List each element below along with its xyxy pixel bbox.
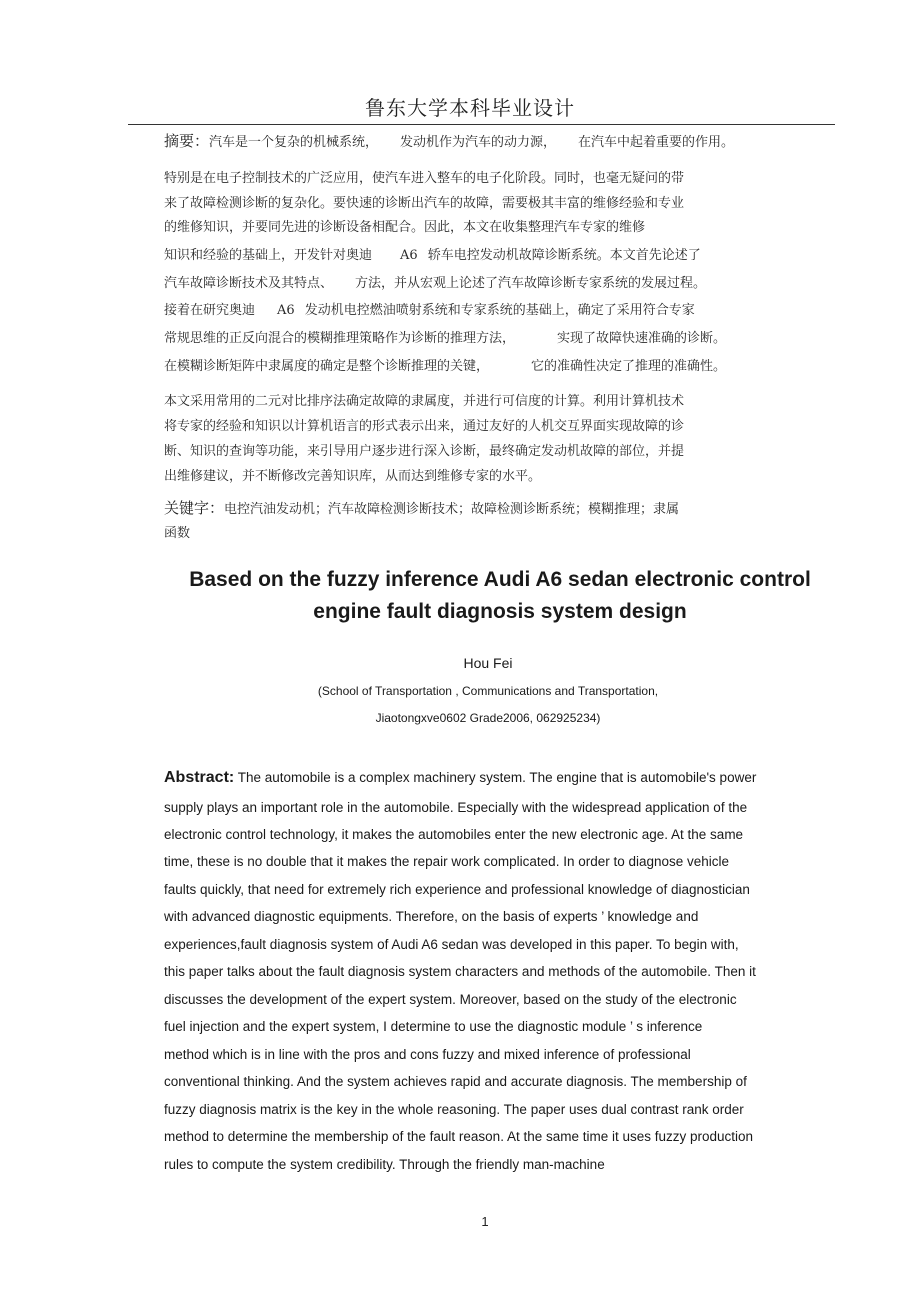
abstract-cn-line-12: 断、知识的查询等功能，来引导用户逐步进行深入诊断，最终确定发动机故障的部位，并提 bbox=[164, 444, 685, 459]
page-number: 1 bbox=[481, 1214, 489, 1229]
abstract-cn-line-3: 来了故障检测诊断的复杂化。要快速的诊断出汽车的故障，需要极其丰富的维修经验和专业 bbox=[164, 196, 685, 211]
abstract-cn-line-13: 出维修建议，并不断修改完善知识库，从而达到维修专家的水平。 bbox=[164, 469, 542, 484]
abstract-cn-label: 摘要： bbox=[164, 132, 210, 150]
abstract-en-line: with advanced diagnostic equipments. Therefore, on the basis of experts ’ knowledge and bbox=[164, 909, 699, 924]
header-rule bbox=[128, 124, 835, 125]
keywords-cn-label: 关键字： bbox=[164, 499, 225, 517]
abstract-cn-line-7: 接着在研究奥迪 A6 发动机电控燃油喷射系统和专家系统的基础上，确定了采用符合专家 bbox=[164, 303, 695, 318]
abstract-cn-line-2: 特别是在电子控制技术的广泛应用，使汽车进入整车的电子化阶段。同时，也毫无疑问的带 bbox=[164, 171, 685, 186]
abstract-cn-line-10: 本文采用常用的二元对比排序法确定故障的隶属度，并进行可信度的计算。利用计算机技术 bbox=[164, 394, 685, 409]
abstract-cn-line-8: 常规思维的正反向混合的模糊推理策略作为诊断的推理方法， 实现了故障快速准确的诊断。 bbox=[164, 331, 727, 346]
affiliation-line-2: Jiaotongxve0602 Grade2006, 062925234) bbox=[375, 711, 601, 725]
english-title-line-2: engine fault diagnosis system design bbox=[313, 600, 687, 623]
abstract-en-line: discusses the development of the expert system. Moreover, based on the study of the electronic bbox=[164, 992, 737, 1007]
abstract-cn-line-9: 在模糊诊断矩阵中隶属度的确定是整个诊断推理的关键， 它的准确性决定了推理的准确性。 bbox=[164, 359, 727, 374]
abstract-en-label: Abstract: bbox=[164, 769, 235, 786]
abstract-cn-line-11: 将专家的经验和知识以计算机语言的形式表示出来，通过友好的人机交互界面实现故障的诊 bbox=[164, 419, 685, 434]
abstract-en-line: conventional thinking. And the system achieves rapid and accurate diagnosis. The membership of bbox=[164, 1074, 747, 1089]
abstract-en-line: fuzzy diagnosis matrix is the key in the whole reasoning. The paper uses dual contrast rank order bbox=[164, 1102, 744, 1117]
abstract-en-line: rules to compute the system credibility. Through the friendly man-machine bbox=[164, 1157, 605, 1172]
abstract-en-line-1: Abstract: The automobile is a complex machinery system. The engine that is automobile's power bbox=[164, 769, 757, 786]
abstract-en-line: fuel injection and the expert system, I determine to use the diagnostic module ’ s inference bbox=[164, 1019, 703, 1034]
keywords-cn-line-2: 函数 bbox=[164, 526, 191, 541]
english-title-line-1: Based on the fuzzy inference Audi A6 sedan electronic control bbox=[189, 568, 811, 591]
abstract-en-line: experiences,fault diagnosis system of Audi A6 sedan was developed in this paper. To begin with, bbox=[164, 937, 739, 952]
abstract-en-line: method which is in line with the pros and cons fuzzy and mixed inference of professional bbox=[164, 1047, 691, 1062]
keywords-cn-line-1: 关键字：电控汽油发动机；汽车故障检测诊断技术；故障检测诊断系统；模糊推理；隶属 bbox=[164, 499, 680, 517]
affiliation-line-1: (School of Transportation , Communications and Transportation, bbox=[317, 684, 659, 698]
abstract-en-line: this paper talks about the fault diagnosis system characters and methods of the automobile. Then it bbox=[164, 964, 756, 979]
page-header-title: 鲁东大学本科毕业设计 bbox=[365, 96, 575, 120]
abstract-cn-line-5: 知识和经验的基础上，开发针对奥迪 A6 轿车电控发动机故障诊断系统。本文首先论述了 bbox=[164, 248, 701, 263]
abstract-cn-line-4: 的维修知识，并要同先进的诊断设备相配合。因此，本文在收集整理汽车专家的维修 bbox=[164, 220, 646, 235]
abstract-en-line: electronic control technology, it makes the automobiles enter the new electronic age. At the same bbox=[164, 827, 744, 842]
abstract-en-line: faults quickly, that need for extremely rich experience and professional knowledge of diagnostician bbox=[164, 882, 750, 897]
abstract-en-line: time, these is no double that it makes the repair work complicated. In order to diagnose vehicle bbox=[164, 854, 730, 869]
abstract-cn-line-6: 汽车故障诊断技术及其特点、 方法，并从宏观上论述了汽车故障诊断专家系统的发展过程。 bbox=[164, 276, 707, 291]
author-name: Hou Fei bbox=[463, 655, 513, 671]
abstract-en-line: supply plays an important role in the automobile. Especially with the widespread application of the bbox=[164, 800, 748, 815]
abstract-en-line: method to determine the membership of the fault reason. At the same time it uses fuzzy production bbox=[164, 1129, 754, 1144]
abstract-cn-line-1: 摘要：汽车是一个复杂的机械系统， 发动机作为汽车的动力源， 在汽车中起着重要的作用。 bbox=[164, 132, 735, 150]
